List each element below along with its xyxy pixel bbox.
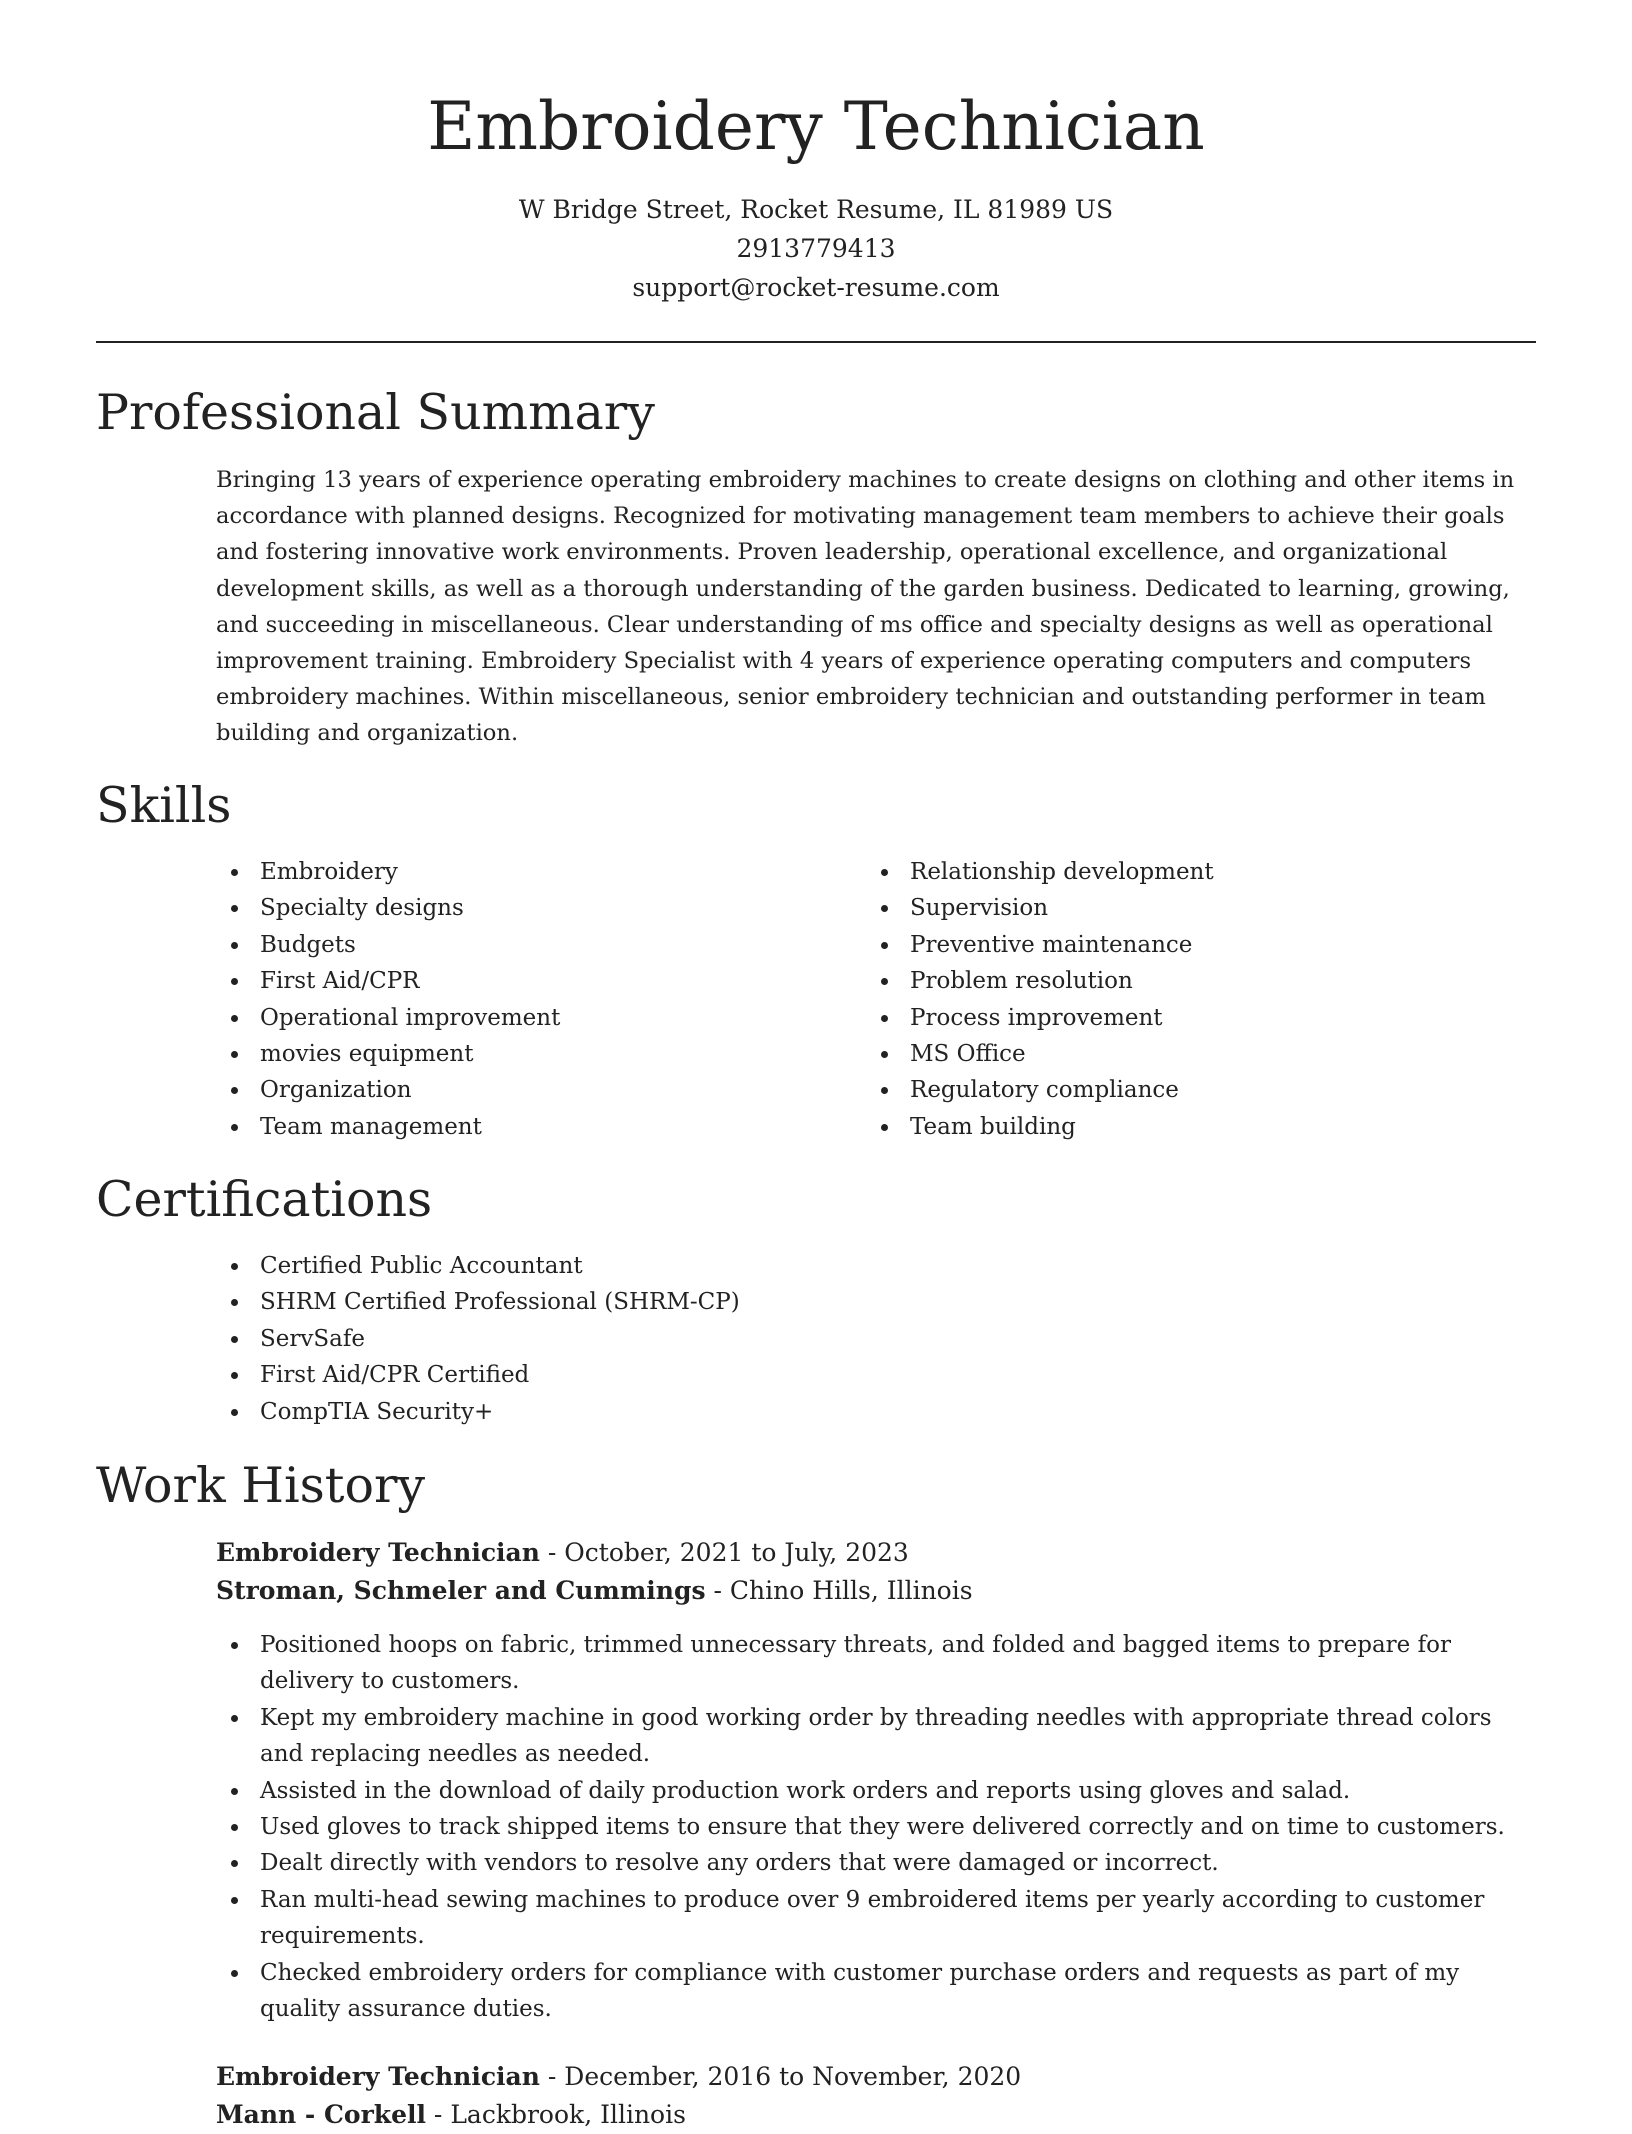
header-divider: [96, 341, 1536, 343]
skill-item: Operational improvement: [216, 1000, 816, 1036]
skill-item: Problem resolution: [866, 963, 1466, 999]
job-location: - Lackbrook, Illinois: [425, 2100, 686, 2129]
contact-address: W Bridge Street, Rocket Resume, IL 81989 US: [518, 195, 1114, 224]
skill-item: Process improvement: [866, 1000, 1466, 1036]
skill-item: Organization: [216, 1072, 816, 1108]
contact-phone: 2913779413: [736, 234, 896, 263]
certification-item: SHRM Certified Professional (SHRM-CP): [216, 1284, 1516, 1320]
skill-item: movies equipment: [216, 1036, 816, 1072]
skill-item: Preventive maintenance: [866, 927, 1466, 963]
skill-item: Team management: [216, 1109, 816, 1145]
job-company: Stroman, Schmeler and Cummings: [216, 1576, 706, 1605]
certification-item: CompTIA Security+: [216, 1394, 1516, 1430]
job-company-line: [216, 2096, 686, 2134]
job-duty-item: Kept my embroidery machine in good working order by threading needles with appropriate thread colors and replacing needles as needed.: [216, 1700, 1532, 1773]
skill-item: Specialty designs: [216, 890, 816, 926]
certifications-heading: Certifications: [96, 1171, 433, 1228]
certifications-list: [216, 1248, 1516, 1430]
job-title-line: [216, 1534, 909, 1572]
job-duty-item: Dealt directly with vendors to resolve any orders that were damaged or incorrect.: [216, 1845, 1532, 1881]
skill-item: Supervision: [866, 890, 1466, 926]
skill-item: Budgets: [216, 927, 816, 963]
job-company: Mann - Corkell: [216, 2100, 426, 2129]
summary-text: Bringing 13 years of experience operating embroidery machines to create designs on clothing and other items in accordance with planned designs. Recognized for motivating management team members to achieve their goals and fostering innovative work environments. Proven leadership, operational excellence, and organizational development skills, as well as a thorough understanding of the garden business. Dedicated to learning, growing, and succeeding in miscellaneous. Clear understanding of ms office and specialty designs as well as operational improvement training. Embroidery Specialist with 4 years of experience operating computers and computers embroidery machines. Within miscellaneous, senior embroidery technician and outstanding performer in team building and organization.: [216, 467, 1515, 747]
summary-heading: Professional Summary: [96, 384, 655, 441]
contact-email: support@rocket-resume.com: [632, 273, 1000, 302]
certification-item: ServSafe: [216, 1321, 1516, 1357]
certification-item: Certified Public Accountant: [216, 1248, 1516, 1284]
job-duty-item: Positioned hoops on fabric, trimmed unnecessary threats, and folded and bagged items to prepare for delivery to customers.: [216, 1627, 1532, 1700]
job-title-line: [216, 2058, 1021, 2096]
job-location: - Chino Hills, Illinois: [705, 1576, 973, 1605]
skill-item: First Aid/CPR: [216, 963, 816, 999]
skill-item: Team building: [866, 1109, 1466, 1145]
certification-item: First Aid/CPR Certified: [216, 1357, 1516, 1393]
work-history-heading: Work History: [96, 1457, 426, 1514]
skill-item: Relationship development: [866, 854, 1466, 890]
job-duty-item: Used gloves to track shipped items to ensure that they were delivered correctly and on time to customers.: [216, 1809, 1532, 1845]
job-duty-item: Checked embroidery orders for compliance with customer purchase orders and requests as part of my quality assurance duties.: [216, 1955, 1532, 2028]
contact-info: [0, 190, 1632, 307]
job-company-line: [216, 1572, 973, 1610]
job-duties-list: [216, 1627, 1532, 2027]
job-title: Embroidery Technician: [216, 2062, 540, 2091]
job-dates: - December, 2016 to November, 2020: [539, 2062, 1022, 2091]
skill-item: Regulatory compliance: [866, 1072, 1466, 1108]
job-dates: - October, 2021 to July, 2023: [539, 1538, 909, 1567]
job-duty-item: Assisted in the download of daily production work orders and reports using gloves and salad.: [216, 1773, 1532, 1809]
job-title: Embroidery Technician: [216, 1538, 540, 1567]
job-duty-item: Ran multi-head sewing machines to produce over 9 embroidered items per yearly according to customer requirements.: [216, 1882, 1532, 1955]
skills-list-left: [216, 854, 816, 1145]
skill-item: MS Office: [866, 1036, 1466, 1072]
skills-heading: Skills: [96, 777, 232, 834]
skill-item: Embroidery: [216, 854, 816, 890]
resume-name: Embroidery Technician: [427, 88, 1205, 165]
skills-list-right: [866, 854, 1466, 1145]
